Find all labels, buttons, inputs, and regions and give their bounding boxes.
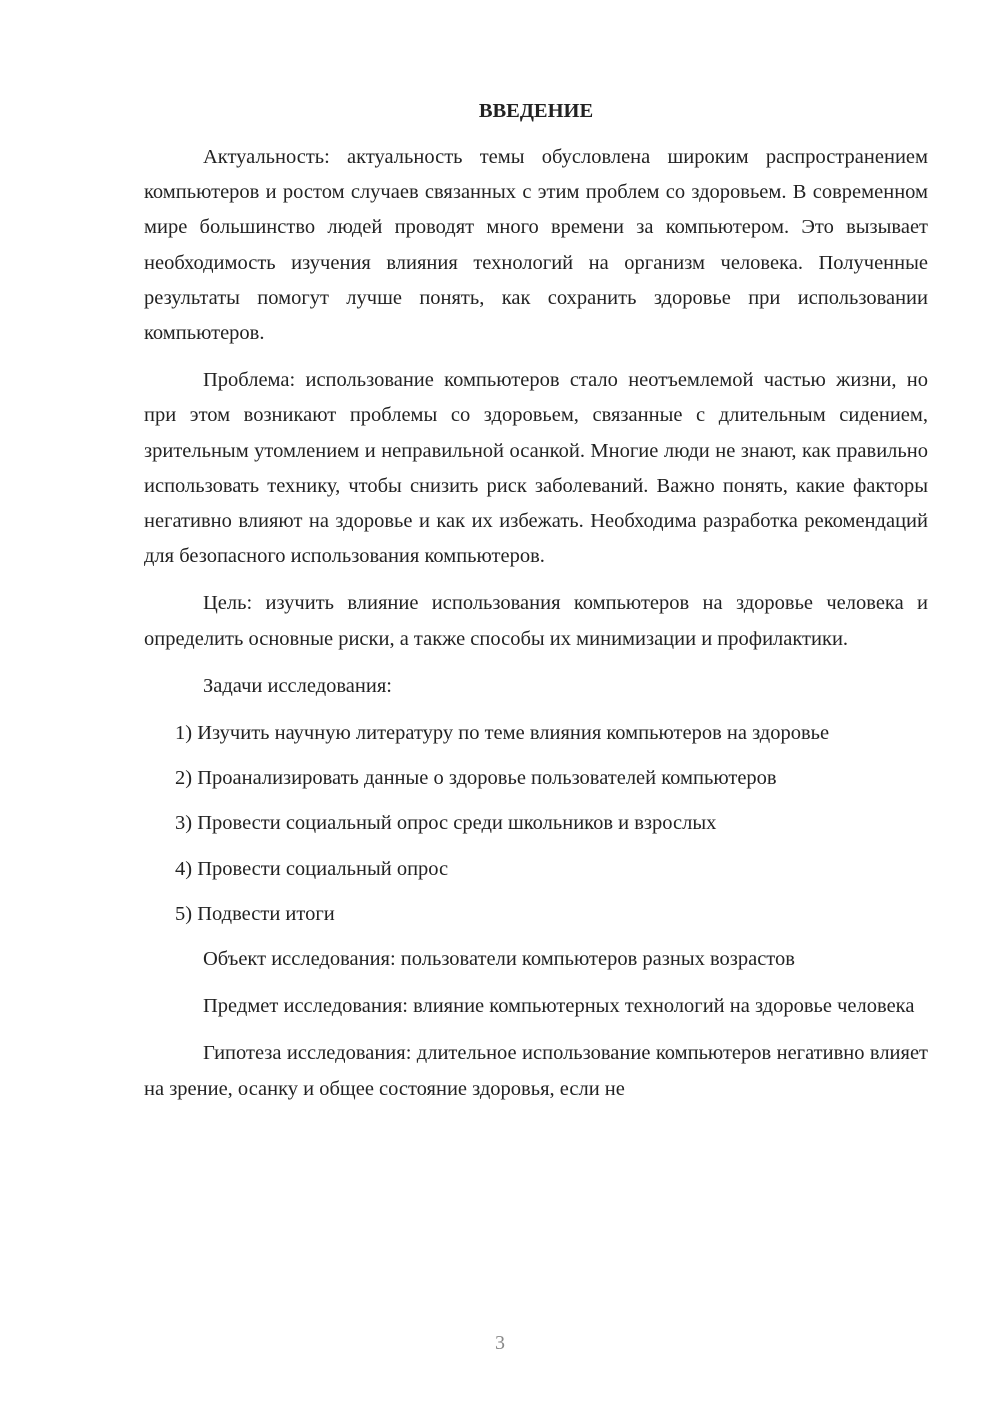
section-title: ВВЕДЕНИЕ — [478, 100, 594, 122]
paragraph-object: Объект исследования: пользователи компьютеров разных возрастов — [203, 948, 795, 971]
page-content — [144, 96, 928, 1119]
task-item: 4) Провести социальный опрос — [175, 857, 449, 880]
paragraph-subject: Предмет исследования: влияние компьютерных технологий на здоровье человека — [203, 995, 915, 1018]
paragraph-relevance: Актуальность: актуальность темы обусловлена широким распространением компьютеров и ростом случаев связанных с этим проблем со здоровьем. В современном мире большинство людей проводят много времени за компьютером. Это вызывает необходимость изучения влияния технологий на организм человека. Полученные результаты помогут лучше понять, как сохранить здоровье при использовании компьютеров. — [144, 146, 928, 345]
paragraph-hypothesis: Гипотеза исследования: длительное использование компьютеров негативно влияет на зрение, осанку и общее состояние здоровья, если не — [144, 1042, 928, 1100]
task-item: 1) Изучить научную литературу по теме влияния компьютеров на здоровье — [175, 722, 830, 745]
task-item: 2) Проанализировать данные о здоровье пользователей компьютеров — [175, 767, 777, 790]
task-item: 5) Подвести итоги — [175, 902, 335, 925]
task-item: 3) Провести социальный опрос среди школьников и взрослых — [175, 812, 717, 835]
page-number: 3 — [495, 1332, 505, 1354]
paragraph-tasks-heading: Задачи исследования: — [203, 674, 392, 697]
paragraph-goal: Цель: изучить влияние использования компьютеров на здоровье человека и определить основные риски, а также способы их минимизации и профилактики. — [144, 592, 928, 650]
paragraph-problem: Проблема: использование компьютеров стало неотъемлемой частью жизни, но при этом возникают проблемы со здоровьем, связанные с длительным сидением, зрительным утомлением и неправильной осанкой. Многие люди не знают, как правильно использовать технику, чтобы снизить риск заболеваний. Важно понять, какие факторы негативно влияют на здоровье и как их избежать. Необходима разработка рекомендаций для безопасного использования компьютеров. — [144, 369, 928, 568]
